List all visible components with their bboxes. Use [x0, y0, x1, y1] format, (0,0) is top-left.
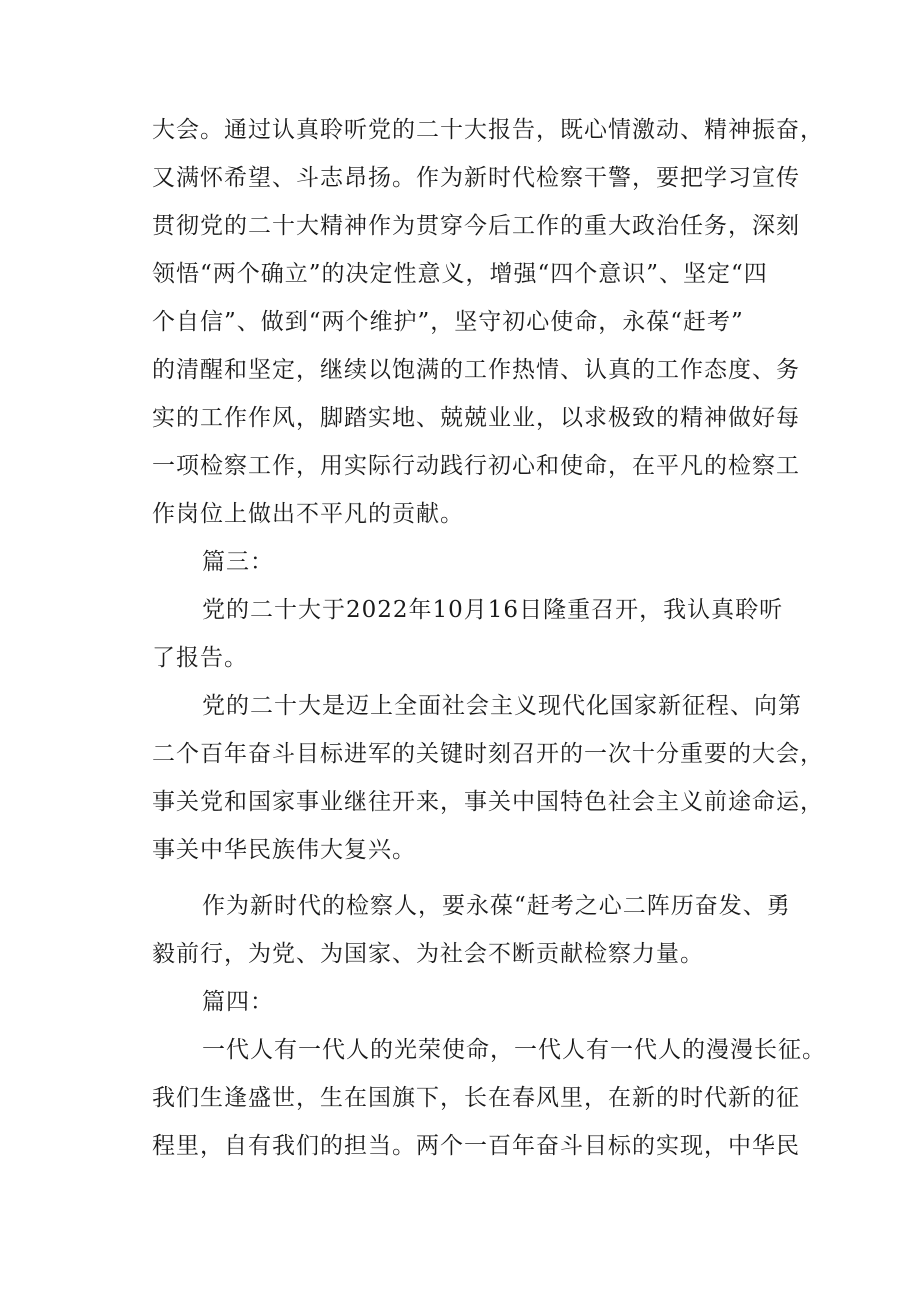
body-text-line: 一项检察工作，用实际行动践行初心和使命，在平凡的检察工	[152, 453, 800, 479]
body-text-line: 二个百年奋斗目标进军的关键时刻召开的一次十分重要的大会，	[152, 741, 824, 767]
body-text-line: 程里，自有我们的担当。两个一百年奋斗目标的实现，中华民	[152, 1133, 800, 1159]
body-text-line: 毅前行，为党、为国家、为社会不断贡献检察力量。	[152, 941, 704, 967]
body-text-line: 实的工作作风，脚踏实地、兢兢业业，以求极致的精神做好每	[152, 405, 800, 431]
body-text-line: 贯彻党的二十大精神作为贯穿今后工作的重大政治任务，深刻	[152, 213, 800, 239]
body-text-line: 的清醒和坚定，继续以饱满的工作热情、认真的工作态度、务	[152, 357, 800, 383]
body-text-line: 党的二十大于2022年10月16日隆重召开，我认真聆听	[202, 597, 784, 623]
body-text-line: 事关党和国家事业继往开来，事关中国特色社会主义前途命运，	[152, 789, 824, 815]
body-text-line: 了报告。	[152, 645, 248, 671]
body-text-line: 作岗位上做出不平凡的贡献。	[152, 501, 464, 527]
body-text-line: 我们生逢盛世，生在国旗下，长在春风里，在新的时代新的征	[152, 1085, 800, 1111]
body-text-line: 领悟“两个确立”的决定性意义，增强“四个意识”、坚定“四	[152, 261, 768, 287]
body-text-line: 作为新时代的检察人，要永葆“赶考之心二阵历奋发、勇	[202, 893, 791, 919]
body-text-line: 大会。通过认真聆听党的二十大报告，既心情激动、精神振奋，	[152, 117, 824, 143]
section-heading: 篇四：	[202, 989, 274, 1015]
section-heading: 篇三：	[202, 549, 274, 575]
body-text-line: 个自信”、做到“两个维护”，坚守初心使命，永葆“赶考”	[152, 309, 744, 335]
body-text-line: 一代人有一代人的光荣使命，一代人有一代人的漫漫长征。	[202, 1037, 826, 1063]
body-text-line: 又满怀希望、斗志昂扬。作为新时代检察干警，要把学习宣传	[152, 165, 800, 191]
body-text-line: 党的二十大是迈上全面社会主义现代化国家新征程、向第	[202, 693, 802, 719]
body-text-line: 事关中华民族伟大复兴。	[152, 837, 416, 863]
